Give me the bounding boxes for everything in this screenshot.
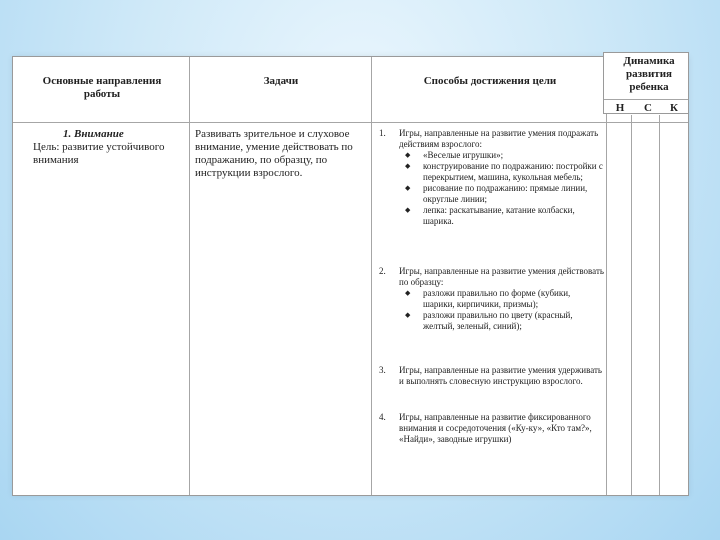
level-label: К	[670, 102, 678, 114]
task-cell: Развивать зрительное и слуховое внимание, умение действовать по подражанию, по образцу, по инструкции взрослого.	[195, 128, 353, 179]
method-number: 3.	[379, 365, 386, 375]
column-divider	[659, 115, 660, 495]
method-number: 1.	[379, 128, 386, 138]
method-bullets	[399, 288, 604, 332]
method-bullets	[399, 150, 604, 227]
method-text: Игры, направленные на развитие умения удерживать и выполнять словесную инструкцию взрослого.	[399, 365, 603, 386]
bullet-item: ◆ разложи правильно по цвету (красный, желтый, зеленый, синий);	[399, 310, 604, 332]
direction-cell	[33, 128, 183, 167]
method-item	[379, 412, 604, 445]
method-number: 4.	[379, 412, 386, 422]
bullet-item: ◆ «Веселые игрушки»;	[399, 150, 604, 161]
method-text: Игры, направленные на развитие умения действовать по образцу:	[399, 266, 604, 287]
header-dynamics: Динамика развития ребенка	[623, 55, 675, 93]
plan-table	[12, 56, 689, 496]
bullet-item: ◆ лепка: раскатывание, катание колбаски, шарика.	[399, 205, 604, 227]
bullet-item: ◆ конструирование по подражанию: постройки с перекрытием, машина, кукольная мебель;	[399, 161, 604, 183]
column-divider	[631, 115, 632, 495]
dynamics-header	[603, 52, 689, 114]
method-item	[379, 128, 604, 227]
method-text: Игры, направленные на развитие умения подражать действиям взрослого:	[399, 128, 599, 149]
bullet-item: ◆ рисование по подражанию: прямые линии, округлые линии;	[399, 183, 604, 205]
header-directions: Основные направления работы	[42, 75, 162, 100]
method-number: 2.	[379, 266, 386, 276]
direction-title: 1. Внимание	[63, 128, 124, 140]
method-item	[379, 266, 604, 332]
header-divider	[13, 122, 688, 123]
header-tasks: Задачи	[263, 75, 299, 87]
dynamics-divider	[604, 99, 688, 100]
direction-goal: Цель: развитие устойчивого внимания	[33, 141, 165, 166]
header-methods: Способы достижения цели	[423, 75, 557, 87]
bullet-item: ◆ разложи правильно по форме (кубики, шарики, кирпичики, призмы);	[399, 288, 604, 310]
level-label: С	[644, 102, 652, 114]
method-item	[379, 365, 604, 387]
method-text: Игры, направленные на развитие фиксированного внимания и сосредоточения («Ку-ку», «Кто там?», «Найди», заводные игрушки)	[399, 412, 592, 444]
level-label: Н	[615, 102, 625, 114]
